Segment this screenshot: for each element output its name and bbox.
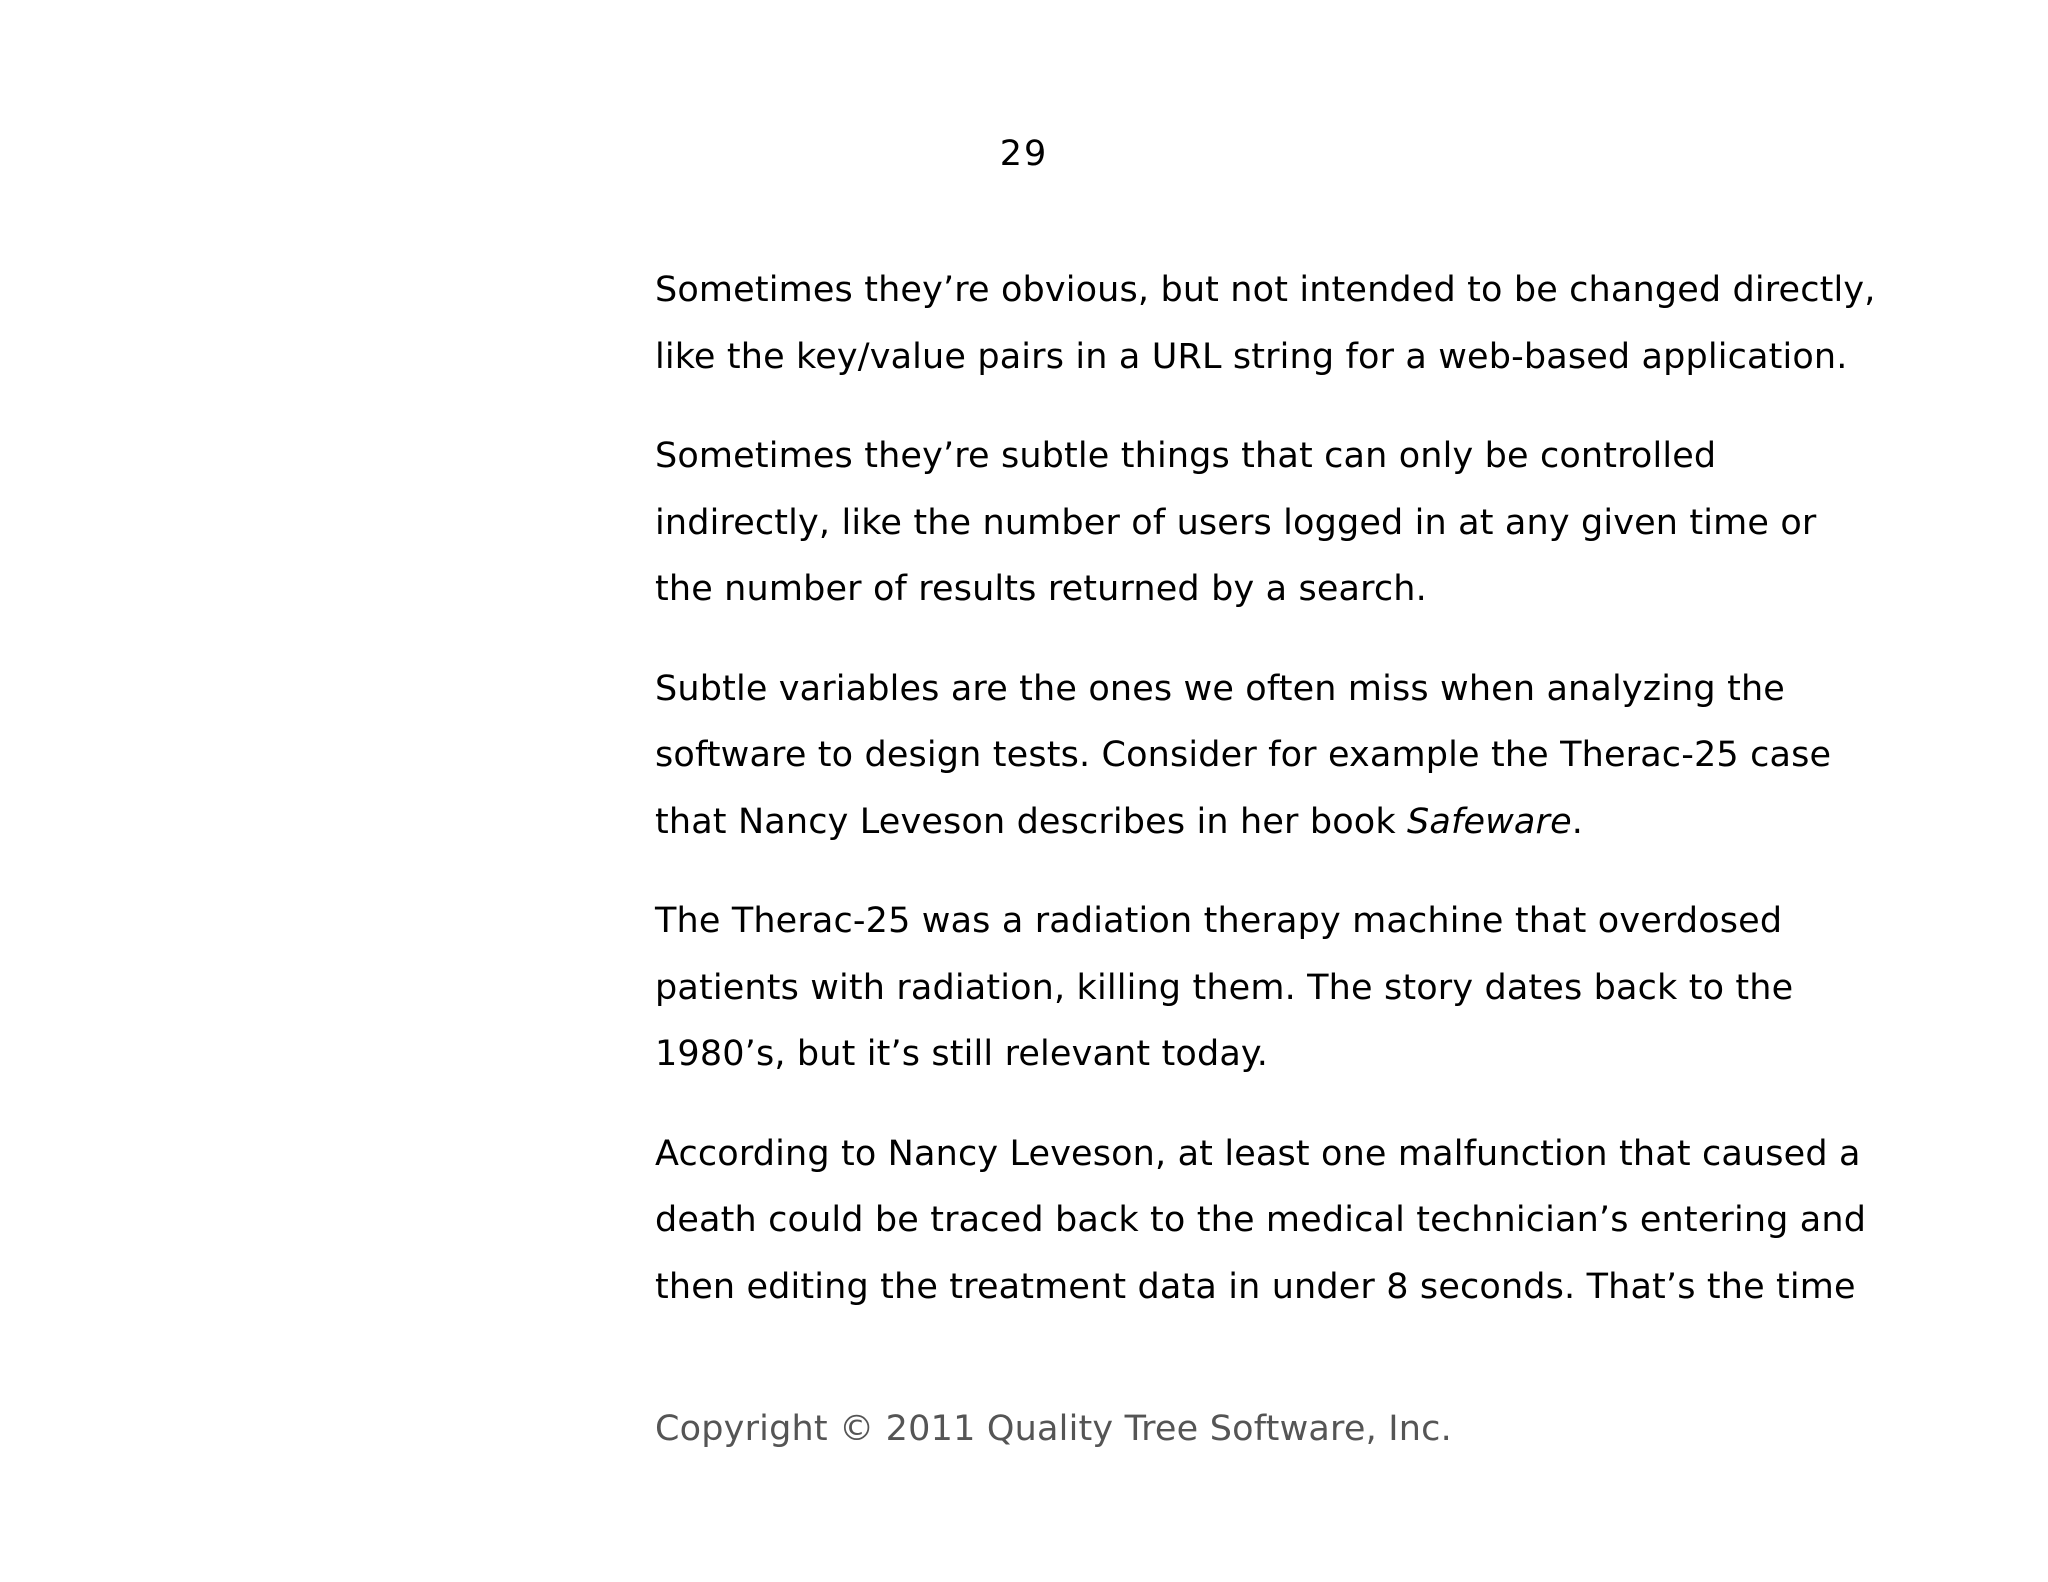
text-fragment: . xyxy=(1571,801,1584,842)
text-line: According to Nancy Leveson, at least one malfunction that caused a xyxy=(655,1133,1861,1174)
text-line: Subtle variables are the ones we often miss when analyzing the xyxy=(655,668,1785,709)
paragraph-malfunction xyxy=(655,1121,1915,1321)
book-title: Safeware xyxy=(1407,801,1572,842)
paragraph-therac-intro xyxy=(655,656,1915,856)
text-line: the number of results returned by a search. xyxy=(655,569,1427,609)
text-line: The Therac-25 was a radiation therapy machine that overdosed xyxy=(655,901,1783,941)
text-line: 1980’s, but it’s still relevant today. xyxy=(655,1034,1269,1074)
text-line: Sometimes they’re obvious, but not intended to be changed directly, xyxy=(655,270,1876,310)
text-line: death could be traced back to the medical technician’s entering and xyxy=(655,1200,1867,1240)
text-line: like the key/value pairs in a URL string for a web-based application. xyxy=(655,336,1848,377)
paragraph-therac-description xyxy=(655,888,1915,1088)
text-line-with-book-title xyxy=(655,789,1915,856)
body-text xyxy=(655,257,1915,1353)
copyright-footer: Copyright © 2011 Quality Tree Software, Inc. xyxy=(655,1409,1452,1449)
text-line: then editing the treatment data in under 8 seconds. That’s the time xyxy=(655,1266,1856,1307)
paragraph-obvious-variables xyxy=(655,257,1915,390)
text-line: indirectly, like the number of users logged in at any given time or xyxy=(655,502,1817,543)
text-line: Sometimes they’re subtle things that can only be controlled xyxy=(655,436,1717,476)
page-number: 29 xyxy=(999,134,1049,174)
text-fragment: that Nancy Leveson describes in her book xyxy=(655,801,1408,842)
paragraph-subtle-variables xyxy=(655,423,1915,623)
text-line: software to design tests. Consider for example the Therac-25 case xyxy=(655,735,1832,775)
text-line: patients with radiation, killing them. The story dates back to the xyxy=(655,967,1794,1008)
